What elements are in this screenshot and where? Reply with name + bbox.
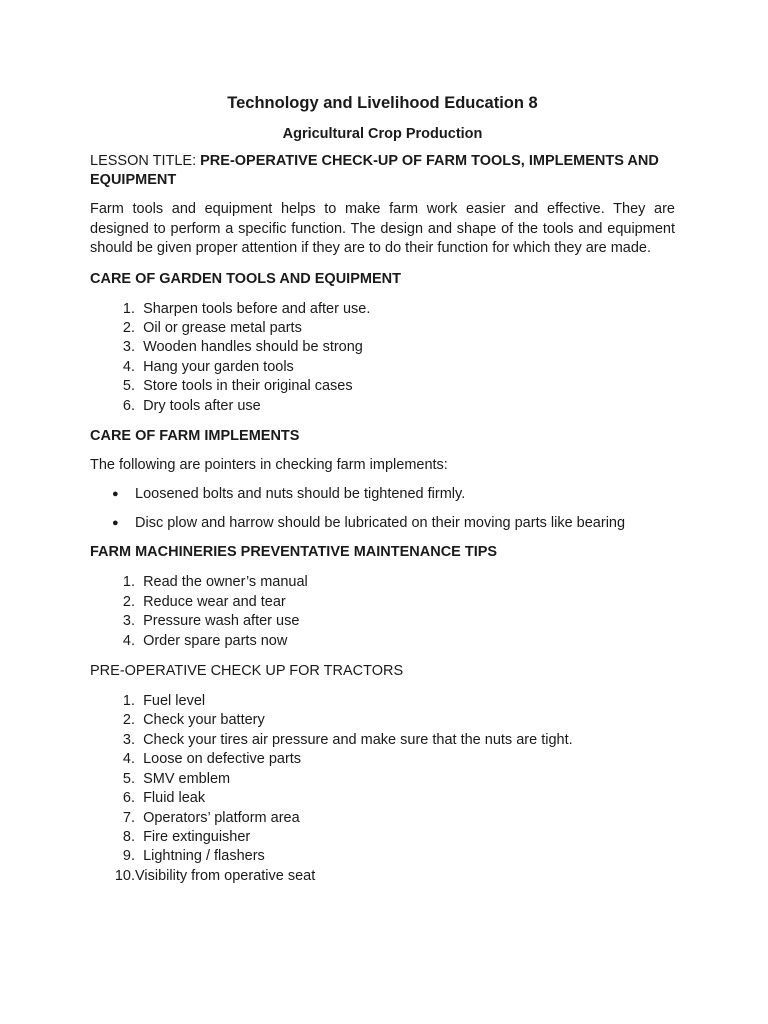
list-text: Hang your garden tools: [143, 358, 294, 375]
list-text: Loosened bolts and nuts should be tightened firmly.: [135, 486, 466, 503]
list-text: Wooden handles should be strong: [143, 339, 363, 356]
section-heading-garden: CARE OF GARDEN TOOLS AND EQUIPMENT: [90, 270, 401, 287]
section-heading-tractors: PRE-OPERATIVE CHECK UP FOR TRACTORS: [90, 663, 404, 680]
list-number: 9.: [122, 848, 135, 865]
list-text: Store tools in their original cases: [143, 378, 353, 395]
machineries-list: [90, 573, 675, 651]
list-number: 5.: [122, 770, 135, 787]
list-number: 6.: [122, 397, 135, 414]
list-text: Fire extinguisher: [143, 828, 251, 845]
list-number: 2.: [122, 593, 135, 610]
list-text: Order spare parts now: [143, 632, 288, 649]
list-number: 1.: [122, 300, 135, 317]
list-number: 2.: [122, 712, 135, 729]
list-item: [90, 750, 675, 769]
list-number: 6.: [122, 790, 135, 807]
list-item: [90, 809, 675, 828]
list-number: 7.: [122, 809, 135, 826]
list-text: Dry tools after use: [143, 397, 261, 414]
garden-tools-list: [90, 300, 675, 416]
list-number: 4.: [122, 751, 135, 768]
list-number: 3.: [122, 339, 135, 356]
lesson-title-label: LESSON TITLE:: [90, 153, 201, 169]
list-item: [90, 377, 675, 396]
document-subtitle: Agricultural Crop Production: [282, 126, 483, 142]
list-number: 2.: [122, 319, 135, 336]
bullet-icon: ●: [112, 488, 119, 501]
implements-intro: The following are pointers in checking farm implements:: [90, 456, 448, 473]
list-item: [90, 397, 675, 416]
list-text: Sharpen tools before and after use.: [143, 300, 371, 317]
list-text: Check your tires air pressure and make sure that the nuts are tight.: [143, 731, 573, 748]
list-text: Lightning / flashers: [143, 848, 265, 865]
list-item: [90, 514, 675, 533]
list-number: 1.: [122, 693, 135, 710]
intro-paragraph: Farm tools and equipment helps to make farm work easier and effective. They are designed to perform a specific function. The design and shape of the tools and equipment should be given proper attention if they are to do their function for which they are made.: [90, 201, 675, 256]
lesson-title-line: [90, 152, 675, 190]
list-item: [90, 358, 675, 377]
list-item: [90, 573, 675, 592]
list-item: [90, 867, 675, 886]
document-page: [90, 92, 675, 886]
list-number: 8.: [122, 828, 135, 845]
list-item: [90, 338, 675, 357]
list-item: [90, 319, 675, 338]
list-number: 3.: [122, 731, 135, 748]
section-heading-machineries: FARM MACHINERIES PREVENTATIVE MAINTENANCE TIPS: [90, 544, 498, 561]
list-number: 4.: [122, 358, 135, 375]
list-number: 1.: [122, 574, 135, 591]
list-number: 5.: [122, 378, 135, 395]
list-item: [90, 593, 675, 612]
list-text: SMV emblem: [143, 770, 231, 787]
list-item: [90, 632, 675, 651]
bullet-icon: ●: [112, 517, 119, 530]
list-text: Reduce wear and tear: [143, 593, 286, 610]
list-number: 4.: [122, 632, 135, 649]
list-number: 10.: [114, 867, 135, 884]
section-heading-implements: CARE OF FARM IMPLEMENTS: [90, 427, 300, 444]
list-item: [90, 612, 675, 631]
document-title: Technology and Livelihood Education 8: [227, 94, 538, 112]
list-text: Check your battery: [143, 712, 265, 729]
list-text: Fluid leak: [143, 790, 206, 807]
lesson-title: PRE-OPERATIVE CHECK-UP OF FARM TOOLS, IMPLEMENTS AND EQUIPMENT: [90, 153, 659, 188]
implements-bullet-list: [90, 485, 675, 533]
tractors-list: [90, 692, 675, 886]
list-text: Read the owner’s manual: [143, 574, 308, 591]
list-text: Disc plow and harrow should be lubricated on their moving parts like bearing: [135, 515, 626, 532]
list-item: [90, 711, 675, 730]
list-text: Loose on defective parts: [143, 751, 302, 768]
list-item: [90, 300, 675, 319]
list-item: [90, 789, 675, 808]
list-text: Fuel level: [143, 693, 206, 710]
list-text: Operators’ platform area: [143, 809, 300, 826]
list-item: [90, 485, 675, 504]
list-text: Visibility from operative seat: [135, 867, 316, 884]
list-item: [90, 692, 675, 711]
list-item: [90, 731, 675, 750]
list-item: [90, 770, 675, 789]
list-text: Oil or grease metal parts: [143, 319, 302, 336]
list-number: 3.: [122, 613, 135, 630]
list-item: [90, 847, 675, 866]
list-text: Pressure wash after use: [143, 613, 300, 630]
list-item: [90, 828, 675, 847]
